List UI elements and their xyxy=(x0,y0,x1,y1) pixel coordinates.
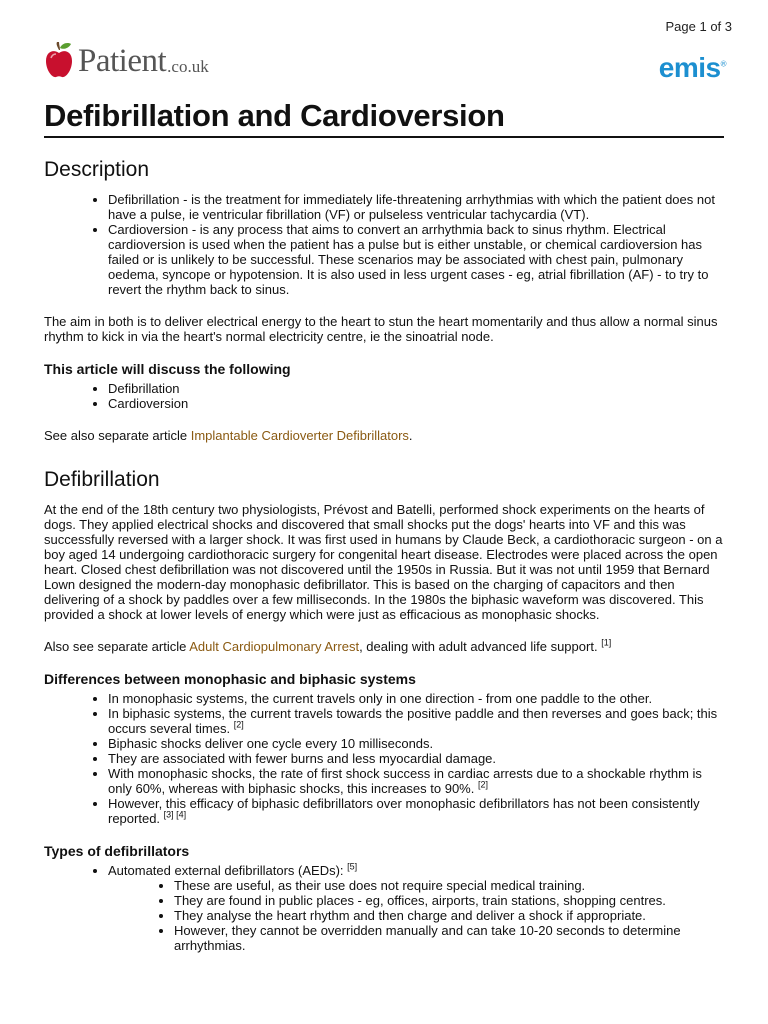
aim-paragraph: The aim in both is to deliver electrical energy to the heart to stun the heart momentarily and thus allow a normal sinus rhythm to kick in via the heart's normal electricity centre, ie the sinoatrial node. xyxy=(44,314,718,344)
types-list xyxy=(44,863,728,953)
discuss-list xyxy=(44,381,728,411)
list-item: • Biphasic shocks deliver one cycle every 10 milliseconds. xyxy=(108,736,728,751)
list-item: • In biphasic systems, the current travels towards the positive paddle and then reverses and goes back; this occurs several times. [2] xyxy=(108,706,728,736)
list-item: • Cardioversion - is any process that aims to convert an arrhythmia back to sinus rhythm. Electrical cardioversion is used when the patient has a pulse but is either unstable, or chemical cardioversion has failed or is unlikely to be successful. These scenarios may be associated with chest pain, pulmonary oedema, syncope or hypotension. It is also used in less urgent cases - eg, atrial fibrillation (AF) - to try to revert the rhythm back to sinus. xyxy=(108,222,728,297)
reference-link[interactable]: [2] xyxy=(477,779,488,790)
description-list xyxy=(44,192,728,297)
emis-logo[interactable] xyxy=(659,52,726,84)
defibrillation-heading: Defibrillation xyxy=(44,468,160,491)
apple-icon xyxy=(44,42,74,78)
reference-link[interactable]: [3] [4] xyxy=(163,809,187,820)
logo-wordmark: Patient xyxy=(78,43,167,79)
differences-list xyxy=(44,691,728,826)
reference-link[interactable]: [2] xyxy=(233,719,244,730)
icd-article-link[interactable]: Implantable Cardioverter Defibrillators xyxy=(190,428,409,443)
discuss-heading: This article will discuss the following xyxy=(44,361,291,377)
list-item: • These are useful, as their use does not require special medical training. xyxy=(174,878,728,893)
aed-sublist xyxy=(108,878,728,953)
cardiopulmonary-arrest-link[interactable]: Adult Cardiopulmonary Arrest xyxy=(189,639,360,654)
list-item: • Automated external defibrillators (AEDs): [5] • These are useful, as their use does not require special medical training. • They are found in public places - eg, offices, airports, train stations, shopping centres. • They analyse the heart rhythm and then charge and deliver a shock if appropriate. • However, they cannot be overridden manually and can take 10-20 seconds to determine arrhythmias. xyxy=(108,863,728,953)
list-item: • They analyse the heart rhythm and then charge and deliver a shock if appropriate. xyxy=(174,908,728,923)
see-also-paragraph: See also separate article Implantable Cardioverter Defibrillators. xyxy=(44,428,413,443)
reference-link[interactable]: [1] xyxy=(601,637,612,648)
list-item: • They are associated with fewer burns and less myocardial damage. xyxy=(108,751,728,766)
types-heading: Types of defibrillators xyxy=(44,843,190,859)
reference-link[interactable]: [5] xyxy=(347,861,358,872)
page-indicator: Page 1 of 3 xyxy=(665,19,732,34)
list-item: • They are found in public places - eg, offices, airports, train stations, shopping centres. xyxy=(174,893,728,908)
also-see-paragraph: Also see separate article Adult Cardiopulmonary Arrest, dealing with adult advanced life support. [1] xyxy=(44,637,612,654)
patient-logo[interactable] xyxy=(44,42,209,78)
list-item: • With monophasic shocks, the rate of first shock success in cardiac arrests due to a shockable rhythm is only 60%, whereas with biphasic shocks, this increases to 90%. [2] xyxy=(108,766,728,796)
list-item: • However, they cannot be overridden manually and can take 10-20 seconds to determine arrhythmias. xyxy=(174,923,728,953)
article-body xyxy=(44,154,728,953)
list-item: • Defibrillation xyxy=(108,381,728,396)
article-title: Defibrillation and Cardioversion xyxy=(44,98,724,138)
logo-domain: .co.uk xyxy=(167,57,209,76)
list-item: • Cardioversion xyxy=(108,396,728,411)
history-paragraph: At the end of the 18th century two physiologists, Prévost and Batelli, performed shock experiments on the hearts of dogs. They applied electrical shocks and discovered that small shocks put the dogs' hearts into VF and this was successfully reversed with a larger shock. It was first used in humans by Claude Beck, a cardiothoracic surgeon - on a boy aged 14 undergoing cardiothoracic surgery for congenital heart disease. Electrodes were placed across the open heart. Closed chest defibrillation was not discovered until the 1950s in Russia. But it was not until 1959 that Bernard Lown designed the modern-day monophasic defibrillator. This is based on the charging of capacitors and then delivering of a shock by paddles over a few milliseconds. In the 1980s the biphasic waveform was discovered. This provided a shock at lower levels of energy which were just as efficacious as monophasic shocks. xyxy=(44,502,723,622)
list-item: • However, this efficacy of biphasic defibrillators over monophasic defibrillators has not been consistently reported. [3] [4] xyxy=(108,796,728,826)
list-item: • Defibrillation - is the treatment for immediately life-threatening arrhythmias with which the patient does not have a pulse, ie ventricular fibrillation (VF) or pulseless ventricular tachycardia (VT). xyxy=(108,192,728,222)
emis-wordmark: emis xyxy=(658,52,721,83)
registered-mark: ® xyxy=(720,59,726,69)
differences-heading: Differences between monophasic and biphasic systems xyxy=(44,671,416,687)
list-item: • In monophasic systems, the current travels only in one direction - from one paddle to the other. xyxy=(108,691,728,706)
description-heading: Description xyxy=(44,158,150,181)
